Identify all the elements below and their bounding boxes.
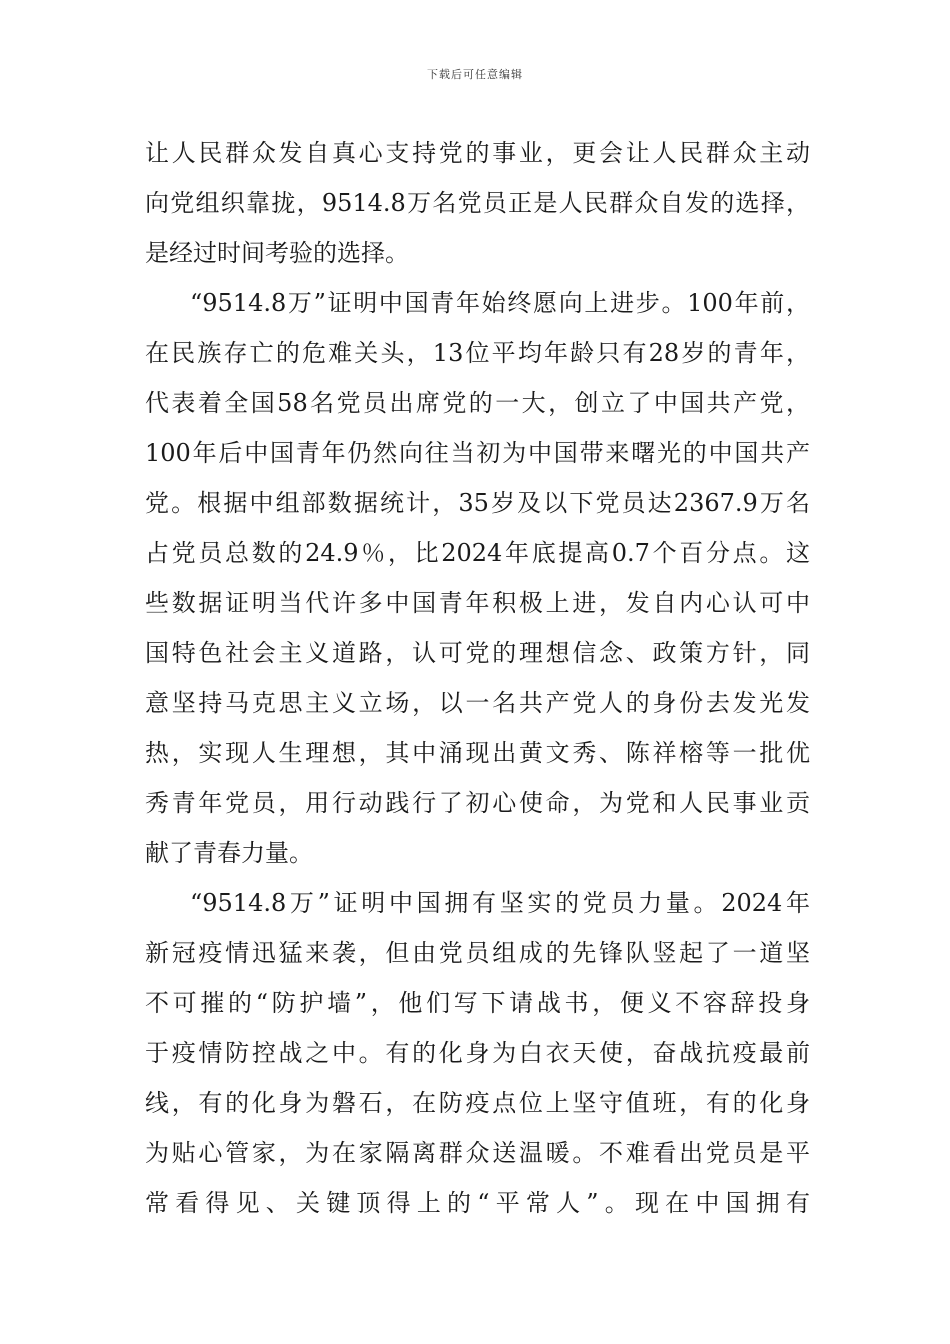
text-line: 热，实现人生理想，其中涌现出黄文秀、陈祥榕等一批优 — [145, 739, 810, 767]
text-line: 代表着全国58名党员出席党的一大，创立了中国共产党， — [145, 389, 810, 417]
text-line: “9514.8万”证明中国青年始终愿向上进步。100年前， — [190, 289, 810, 317]
text-line: 国特色社会主义道路，认可党的理想信念、政策方针，同 — [145, 639, 810, 667]
text-line: 100年后中国青年仍然向往当初为中国带来曙光的中国共产 — [145, 439, 810, 467]
text-line: 线，有的化身为磐石，在防疫点位上坚守值班，有的化身 — [145, 1089, 810, 1117]
page-header: 下载后可任意编辑 — [427, 68, 523, 81]
text-line: 意坚持马克思主义立场，以一名共产党人的身份去发光发 — [145, 689, 810, 717]
text-line: 为贴心管家，为在家隔离群众送温暖。不难看出党员是平 — [145, 1139, 810, 1167]
text-line: 党。根据中组部数据统计，35岁及以下党员达2367.9万名 — [145, 489, 810, 517]
text-line: “9514.8万”证明中国拥有坚实的党员力量。2024年 — [190, 889, 810, 917]
text-line: 新冠疫情迅猛来袭，但由党员组成的先锋队竖起了一道坚 — [145, 939, 810, 967]
paragraph — [145, 278, 810, 878]
paragraph — [145, 878, 810, 1228]
body-text — [145, 128, 810, 1228]
paragraph — [145, 128, 810, 278]
text-line: 让人民群众发自真心支持党的事业，更会让人民群众主动 — [145, 139, 810, 167]
text-line: 不可摧的“防护墙”，他们写下请战书，便义不容辞投身 — [145, 989, 810, 1017]
text-line: 是经过时间考验的选择。 — [145, 239, 409, 267]
text-line: 向党组织靠拢，9514.8万名党员正是人民群众自发的选择， — [145, 189, 810, 217]
text-line: 于疫情防控战之中。有的化身为白衣天使，奋战抗疫最前 — [145, 1039, 810, 1067]
text-line: 常看得见、关键顶得上的“平常人”。现在中国拥有 — [145, 1189, 810, 1217]
text-line: 秀青年党员，用行动践行了初心使命，为党和人民事业贡 — [145, 789, 810, 817]
text-line: 在民族存亡的危难关头，13位平均年龄只有28岁的青年， — [145, 339, 810, 367]
text-line: 些数据证明当代许多中国青年积极上进，发自内心认可中 — [145, 589, 810, 617]
text-line: 献了青春力量。 — [145, 839, 313, 867]
text-line: 占党员总数的24.9％，比2024年底提高0.7个百分点。这 — [145, 539, 810, 567]
